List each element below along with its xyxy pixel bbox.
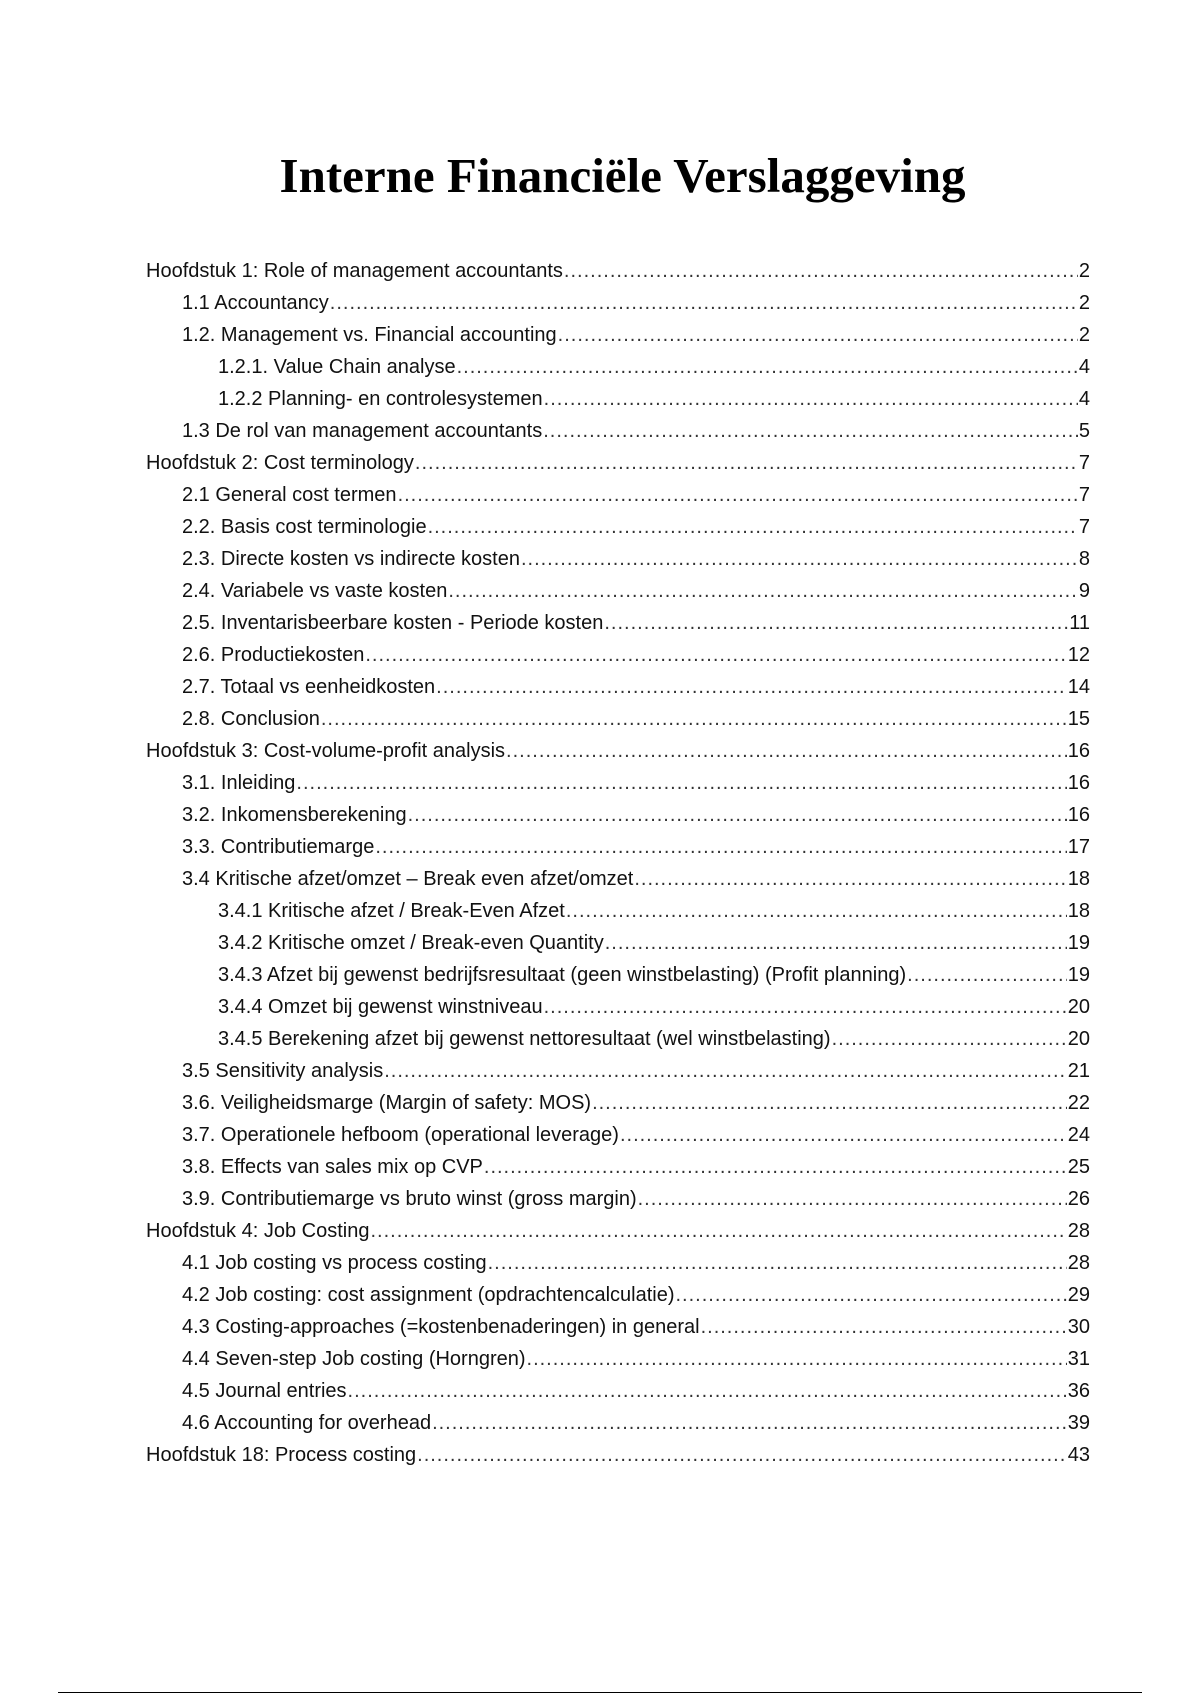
toc-subsection-entry[interactable]: [146, 1023, 1090, 1055]
toc-entry-label: 3.1. Inleiding: [182, 772, 296, 794]
toc-dot-leader: [701, 1311, 1067, 1343]
toc-section-entry[interactable]: [146, 1151, 1090, 1183]
toc-entry-label: 3.8. Effects van sales mix op CVP: [182, 1156, 483, 1178]
toc-dot-leader: [638, 1183, 1067, 1215]
toc-chapter-entry[interactable]: [146, 447, 1090, 479]
toc-page-number: 16: [1067, 804, 1090, 826]
toc-dot-leader: [417, 1439, 1067, 1471]
toc-page-number: 28: [1067, 1220, 1090, 1242]
toc-subsection-entry[interactable]: [146, 383, 1090, 415]
toc-entry-label: 2.6. Productiekosten: [182, 644, 365, 666]
toc-section-entry[interactable]: [146, 479, 1090, 511]
toc-section-entry[interactable]: [146, 767, 1090, 799]
toc-chapter-entry[interactable]: [146, 255, 1090, 287]
toc-page-number: 31: [1067, 1348, 1090, 1370]
toc-entry-label: 3.4.2 Kritische omzet / Break-even Quantity: [218, 932, 604, 954]
toc-page-number: 16: [1067, 740, 1090, 762]
toc-entry-label: 3.4.4 Omzet bij gewenst winstniveau: [218, 996, 543, 1018]
toc-entry-label: 1.2.2 Planning- en controlesystemen: [218, 388, 543, 410]
toc-dot-leader: [544, 991, 1067, 1023]
toc-entry-label: 3.3. Contributiemarge: [182, 836, 375, 858]
toc-dot-leader: [296, 767, 1066, 799]
toc-section-entry[interactable]: [146, 831, 1090, 863]
toc-dot-leader: [398, 479, 1078, 511]
toc-entry-label: 3.6. Veiligheidsmarge (Margin of safety: MOS): [182, 1092, 592, 1114]
footer-divider: [58, 1692, 1142, 1693]
toc-entry-label: 3.5 Sensitivity analysis: [182, 1060, 384, 1082]
toc-dot-leader: [676, 1279, 1067, 1311]
toc-subsection-entry[interactable]: [146, 959, 1090, 991]
toc-chapter-entry[interactable]: [146, 1439, 1090, 1471]
toc-subsection-entry[interactable]: [146, 895, 1090, 927]
toc-dot-leader: [544, 383, 1078, 415]
toc-section-entry[interactable]: [146, 703, 1090, 735]
toc-section-entry[interactable]: [146, 415, 1090, 447]
toc-section-entry[interactable]: [146, 511, 1090, 543]
page-title: Interne Financiële Verslaggeving: [279, 148, 966, 203]
toc-page-number: 18: [1067, 900, 1090, 922]
toc-section-entry[interactable]: [146, 1119, 1090, 1151]
toc-dot-leader: [543, 415, 1078, 447]
toc-dot-leader: [408, 799, 1067, 831]
toc-dot-leader: [448, 575, 1078, 607]
toc-section-entry[interactable]: [146, 1279, 1090, 1311]
toc-page-number: 29: [1067, 1284, 1090, 1306]
toc-entry-label: 1.2.1. Value Chain analyse: [218, 356, 456, 378]
toc-section-entry[interactable]: [146, 1407, 1090, 1439]
toc-page-number: 2: [1078, 324, 1090, 346]
toc-page-number: 17: [1067, 836, 1090, 858]
toc-dot-leader: [506, 735, 1067, 767]
toc-page-number: 18: [1067, 868, 1090, 890]
toc-entry-label: 1.1 Accountancy: [182, 292, 329, 314]
toc-entry-label: 3.2. Inkomensberekening: [182, 804, 407, 826]
toc-entry-label: 4.3 Costing-approaches (=kostenbenaderingen) in general: [182, 1316, 700, 1338]
toc-entry-label: 4.2 Job costing: cost assignment (opdrachtencalculatie): [182, 1284, 675, 1306]
toc-entry-label: 1.3 De rol van management accountants: [182, 420, 543, 442]
toc-dot-leader: [457, 351, 1078, 383]
toc-subsection-entry[interactable]: [146, 351, 1090, 383]
toc-dot-leader: [564, 255, 1078, 287]
toc-entry-label: 2.3. Directe kosten vs indirecte kosten: [182, 548, 520, 570]
toc-dot-leader: [521, 543, 1078, 575]
toc-entry-label: 3.4.3 Afzet bij gewenst bedrijfsresultaat (geen winstbelasting) (Profit planning): [218, 964, 907, 986]
toc-page-number: 36: [1067, 1380, 1090, 1402]
toc-dot-leader: [348, 1375, 1067, 1407]
toc-dot-leader: [634, 863, 1066, 895]
toc-page-number: 39: [1067, 1412, 1090, 1434]
toc-dot-leader: [604, 607, 1068, 639]
toc-section-entry[interactable]: [146, 543, 1090, 575]
toc-dot-leader: [527, 1343, 1067, 1375]
toc-entry-label: 2.4. Variabele vs vaste kosten: [182, 580, 448, 602]
toc-page-number: 9: [1078, 580, 1090, 602]
toc-entry-label: 1.2. Management vs. Financial accounting: [182, 324, 557, 346]
toc-entry-label: 2.7. Totaal vs eenheidkosten: [182, 676, 436, 698]
toc-section-entry[interactable]: [146, 1375, 1090, 1407]
toc-page-number: 21: [1067, 1060, 1090, 1082]
toc-entry-label: 4.4 Seven-step Job costing (Horngren): [182, 1348, 526, 1370]
toc-section-entry[interactable]: [146, 1343, 1090, 1375]
toc-dot-leader: [592, 1087, 1067, 1119]
toc-entry-label: Hoofdstuk 3: Cost-volume-profit analysis: [146, 740, 506, 762]
toc-entry-label: 3.7. Operationele hefboom (operational leverage): [182, 1124, 619, 1146]
toc-dot-leader: [488, 1247, 1067, 1279]
toc-section-entry[interactable]: [146, 575, 1090, 607]
toc-entry-label: 4.5 Journal entries: [182, 1380, 347, 1402]
toc-page-number: 20: [1067, 996, 1090, 1018]
toc-entry-label: 3.4.1 Kritische afzet / Break-Even Afzet: [218, 900, 565, 922]
toc-page-number: 19: [1067, 932, 1090, 954]
toc-dot-leader: [566, 895, 1067, 927]
toc-page-number: 24: [1067, 1124, 1090, 1146]
toc-page-number: 5: [1078, 420, 1090, 442]
toc-page-number: 22: [1067, 1092, 1090, 1114]
toc-page-number: 30: [1067, 1316, 1090, 1338]
toc-chapter-entry[interactable]: [146, 1215, 1090, 1247]
toc-page-number: 8: [1078, 548, 1090, 570]
toc-entry-label: 3.4.5 Berekening afzet bij gewenst nettoresultaat (wel winstbelasting): [218, 1028, 831, 1050]
toc-page-number: 19: [1067, 964, 1090, 986]
toc-entry-label: 2.8. Conclusion: [182, 708, 320, 730]
toc-page-number: 12: [1067, 644, 1090, 666]
toc-section-entry[interactable]: [146, 1087, 1090, 1119]
toc-entry-label: 2.2. Basis cost terminologie: [182, 516, 427, 538]
toc-dot-leader: [558, 319, 1078, 351]
toc-entry-label: 2.5. Inventarisbeerbare kosten - Periode kosten: [182, 612, 604, 634]
toc-section-entry[interactable]: [146, 1183, 1090, 1215]
toc-page-number: 7: [1078, 516, 1090, 538]
toc-page-number: 11: [1069, 612, 1090, 634]
toc-section-entry[interactable]: [146, 607, 1090, 639]
toc-dot-leader: [620, 1119, 1067, 1151]
toc-entry-label: 4.6 Accounting for overhead: [182, 1412, 432, 1434]
toc-dot-leader: [384, 1055, 1067, 1087]
toc-page-number: 4: [1078, 388, 1090, 410]
toc-dot-leader: [436, 671, 1067, 703]
toc-entry-label: 3.9. Contributiemarge vs bruto winst (gross margin): [182, 1188, 637, 1210]
toc-page-number: 20: [1067, 1028, 1090, 1050]
toc-page-number: 15: [1067, 708, 1090, 730]
toc-entry-label: Hoofdstuk 2: Cost terminology: [146, 452, 414, 474]
toc-section-entry[interactable]: [146, 863, 1090, 895]
toc-section-entry[interactable]: [146, 639, 1090, 671]
toc-page-number: 25: [1067, 1156, 1090, 1178]
toc-entry-label: Hoofdstuk 4: Job Costing: [146, 1220, 370, 1242]
toc-page-number: 28: [1067, 1252, 1090, 1274]
toc-page-number: 43: [1067, 1444, 1090, 1466]
toc-page-number: 7: [1078, 484, 1090, 506]
toc-dot-leader: [375, 831, 1066, 863]
toc-section-entry[interactable]: [146, 1055, 1090, 1087]
toc-section-entry[interactable]: [146, 1247, 1090, 1279]
toc-chapter-entry[interactable]: [146, 735, 1090, 767]
toc-dot-leader: [832, 1023, 1067, 1055]
toc-dot-leader: [428, 511, 1078, 543]
toc-entry-label: 3.4 Kritische afzet/omzet – Break even afzet/omzet: [182, 868, 634, 890]
toc-section-entry[interactable]: [146, 319, 1090, 351]
toc-page-number: 26: [1067, 1188, 1090, 1210]
toc-page-number: 7: [1078, 452, 1090, 474]
toc-entry-label: Hoofdstuk 1: Role of management accountants: [146, 260, 563, 282]
toc-section-entry[interactable]: [146, 799, 1090, 831]
toc-dot-leader: [907, 959, 1067, 991]
toc-page-number: 14: [1067, 676, 1090, 698]
toc-dot-leader: [330, 287, 1078, 319]
toc-entry-label: Hoofdstuk 18: Process costing: [146, 1444, 417, 1466]
toc-section-entry[interactable]: [146, 287, 1090, 319]
toc-page-number: 16: [1067, 772, 1090, 794]
toc-entry-label: 2.1 General cost termen: [182, 484, 397, 506]
toc-entry-label: 4.1 Job costing vs process costing: [182, 1252, 487, 1274]
toc-dot-leader: [605, 927, 1067, 959]
toc-page-number: 4: [1078, 356, 1090, 378]
toc-subsection-entry[interactable]: [146, 991, 1090, 1023]
toc-dot-leader: [432, 1407, 1067, 1439]
toc-page-number: 2: [1078, 260, 1090, 282]
table-of-contents: [146, 255, 1090, 1471]
toc-page-number: 2: [1078, 292, 1090, 314]
toc-dot-leader: [484, 1151, 1067, 1183]
toc-dot-leader: [321, 703, 1067, 735]
toc-dot-leader: [365, 639, 1066, 671]
toc-subsection-entry[interactable]: [146, 927, 1090, 959]
toc-dot-leader: [415, 447, 1078, 479]
toc-dot-leader: [370, 1215, 1066, 1247]
toc-section-entry[interactable]: [146, 671, 1090, 703]
toc-section-entry[interactable]: [146, 1311, 1090, 1343]
